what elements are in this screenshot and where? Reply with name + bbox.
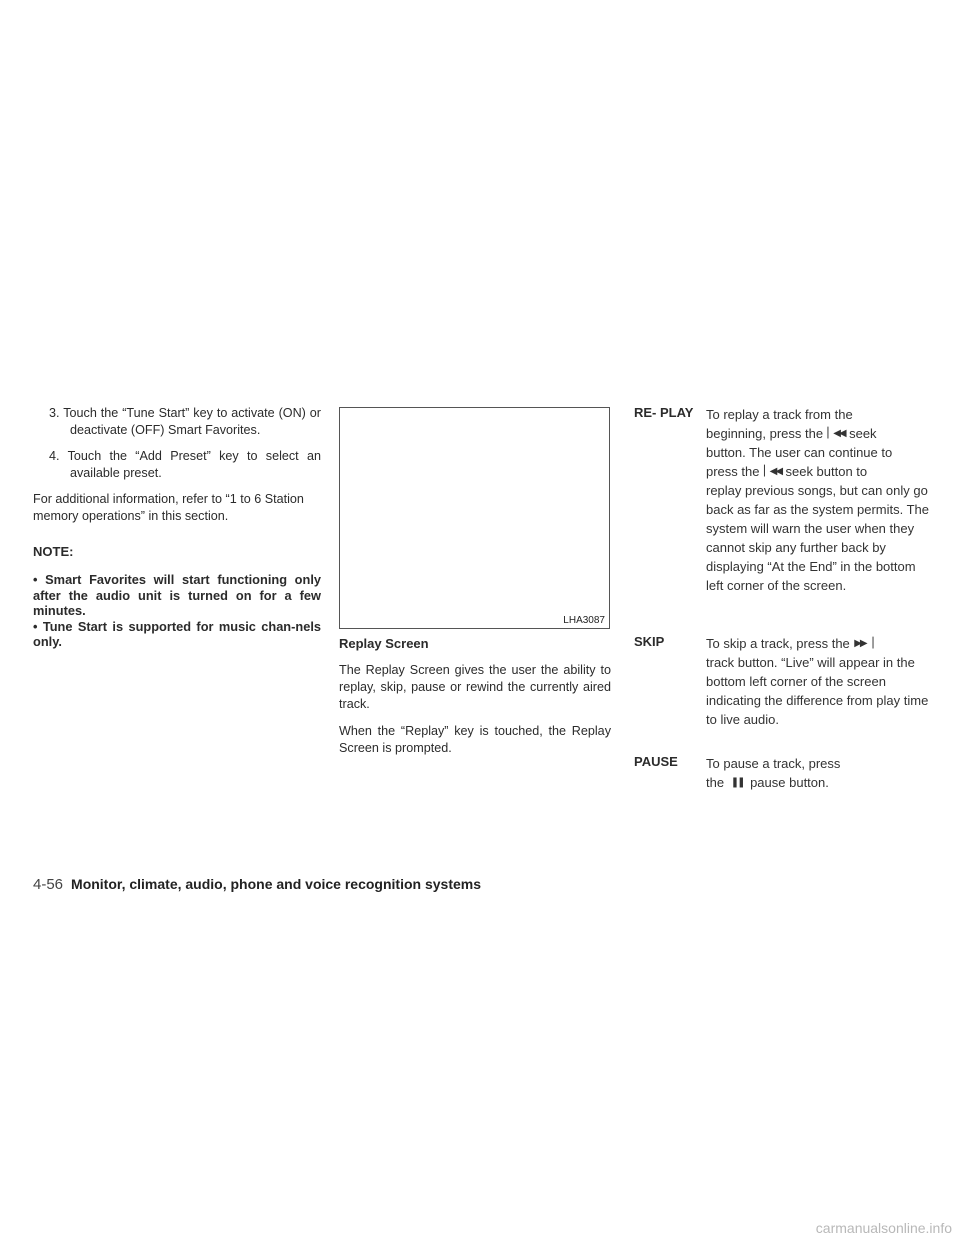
seek-back-icon: ▏◀◀ (827, 428, 845, 439)
definition-skip: To skip a track, press the ▶▶▕ track button. “Live” will appear in the bottom left corner of the screen indicating the difference from play time to live audio. (706, 636, 929, 727)
seek-back-icon: ▏◀◀ (763, 466, 782, 477)
note-title: NOTE: (33, 544, 74, 559)
section-heading: Replay Screen (339, 636, 429, 651)
page-footer (33, 876, 481, 893)
step-3: 3. Touch the “Tune Start” key to activate (ON) or deactivate (OFF) Smart Favorites. (49, 406, 321, 437)
pause-icon: ❚❚ (730, 777, 744, 788)
replay-description: The Replay Screen gives the user the ability to replay, skip, pause or rewind the currently aired track. (339, 663, 611, 711)
watermark: carmanualsonline.info (815, 1220, 952, 1236)
note-item-1: • Smart Favorites will start functioning only after the audio unit is turned on for a few minutes. (33, 572, 321, 618)
note-item-2: • Tune Start is supported for music chan-nels only. (33, 618, 321, 649)
reference-paragraph: For additional information, refer to “1 to 6 Station memory operations” in this section. (33, 492, 304, 523)
term-replay: RE- PLAY (634, 405, 694, 420)
term-skip: SKIP (634, 634, 665, 649)
replay-prompt-text: When the “Replay” key is touched, the Replay Screen is prompted. (339, 724, 611, 755)
term-pause: PAUSE (634, 754, 678, 769)
step-4: 4. Touch the “Add Preset” key to select an available preset. (49, 449, 321, 480)
figure-label: LHA3087 (563, 615, 605, 626)
definition-pause: To pause a track, press the ❚❚ pause button. (706, 756, 841, 790)
middle-column (339, 635, 611, 767)
left-column (33, 405, 321, 650)
chapter-title: Monitor, climate, audio, phone and voice recognition systems (71, 876, 481, 892)
definition-replay: To replay a track from the beginning, press the ▏◀◀ seek button. The user can continue to press the ▏◀◀ seek button to replay previous songs, but can only go back as far as the system permits. The system will warn the user when they cannot skip any further back by displaying “At the End” in the bottom left corner of the screen. (706, 407, 930, 593)
replay-screen-figure (339, 407, 610, 629)
skip-forward-icon: ▶▶▕ (854, 638, 872, 649)
page-number: 4-56 (33, 876, 64, 893)
